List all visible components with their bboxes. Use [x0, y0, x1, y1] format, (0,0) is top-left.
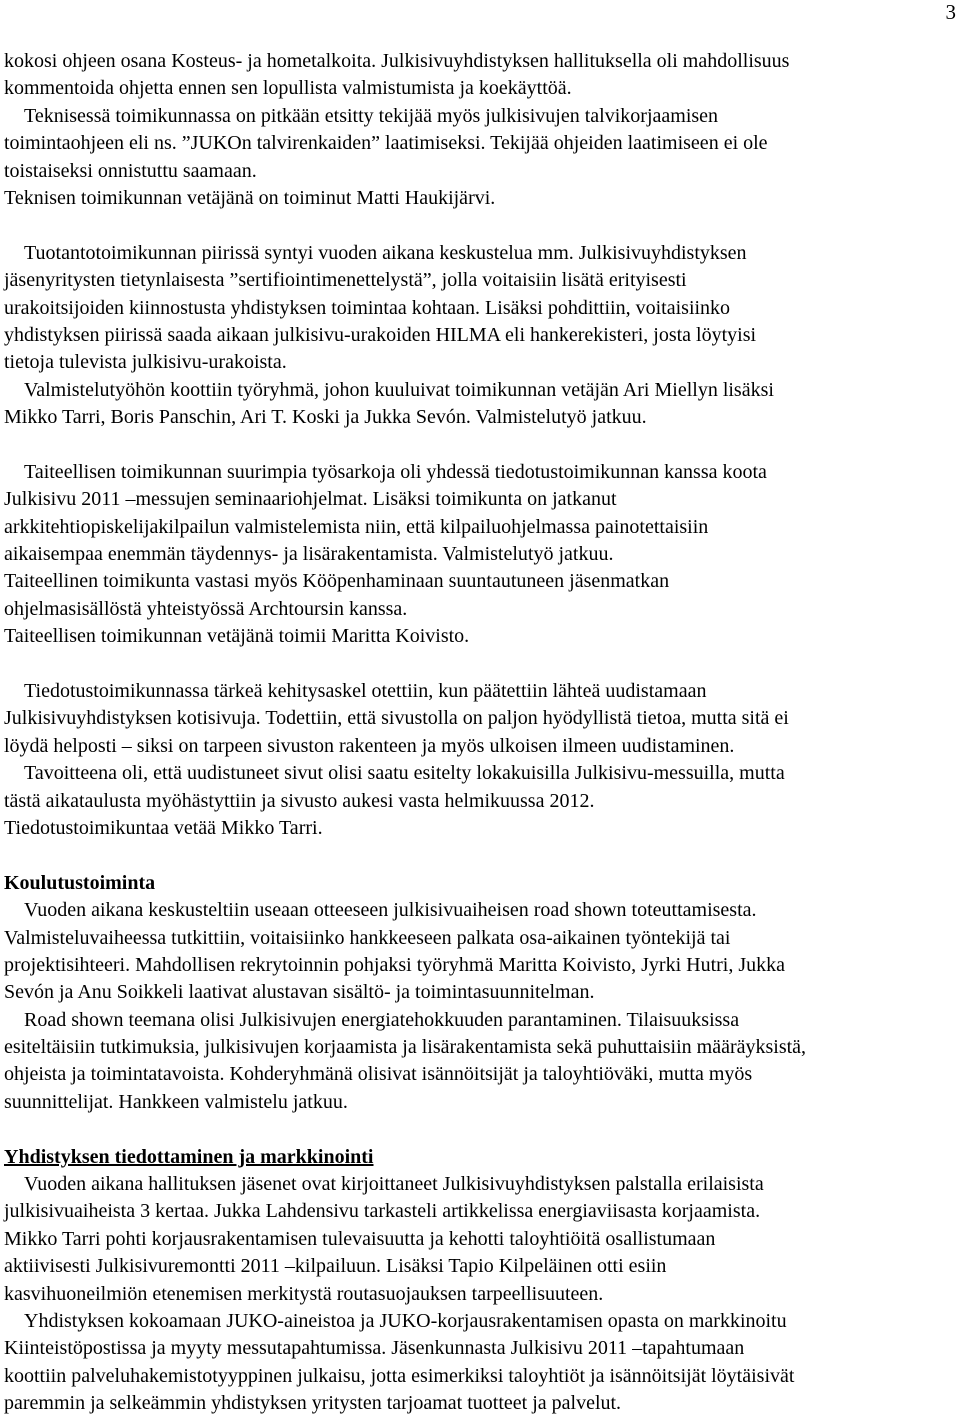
paragraph-gap: [4, 842, 958, 869]
text-line: Taiteellisen toimikunnan suurimpia työsarkoja oli yhdessä tiedotustoimikunnan kanssa koota: [24, 460, 767, 483]
text-line: paremmin ja selkeämmin yhdistyksen yritysten tarjoamat tuotteet ja palvelut.: [4, 1392, 622, 1415]
text-line: kasvihuoneilmiön etenemisen merkitystä routasuojauksen tarpeellisuuteen.: [4, 1282, 604, 1305]
text-line: koottiin palveluhakemistotyyppinen julkaisu, jotta esimerkiksi taloyhtiöt ja isännöitsijät löytäisivät: [4, 1364, 795, 1387]
paragraph-gap: [4, 1116, 958, 1143]
text-line: Mikko Tarri, Boris Panschin, Ari T. Koski ja Jukka Sevón. Valmistelutyö jatkuu.: [4, 406, 647, 429]
text-line: Taiteellisen toimikunnan vetäjänä toimii Maritta Koivisto.: [4, 625, 470, 648]
text-line: toistaiseksi onnistuttu saamaan.: [4, 159, 257, 182]
text-line: Teknisen toimikunnan vetäjänä on toiminut Matti Haukijärvi.: [4, 186, 496, 209]
paragraph-gap: [4, 431, 958, 458]
text-line: Kiinteistöpostissa ja myyty messutapahtumissa. Jäsenkunnasta Julkisivu 2011 –tapahtumaan: [4, 1337, 745, 1360]
text-line: projektisihteeri. Mahdollisen rekrytoinnin pohjaksi työryhmä Maritta Koivisto, Jyrki Hutri, Jukka: [4, 953, 785, 976]
text-line: Taiteellinen toimikunta vastasi myös Kööpenhaminaan suuntautuneen jäsenmatkan: [4, 570, 670, 593]
text-line: Vuoden aikana hallituksen jäsenet ovat kirjoittaneet Julkisivuyhdistyksen palstalla erilaisista: [24, 1173, 764, 1196]
text-line: Mikko Tarri pohti korjausrakentamisen tulevaisuutta ja kehotti taloyhtiöitä osallistumaan: [4, 1227, 716, 1250]
document-body: [4, 48, 958, 1418]
text-line: Yhdistyksen kokoamaan JUKO-aineistoa ja JUKO-korjausrakentamisen opasta on markkinoitu: [24, 1309, 787, 1332]
text-line: aktiivisesti Julkisivuremontti 2011 –kilpailuun. Lisäksi Tapio Kilpeläinen otti esiin: [4, 1255, 667, 1278]
section-heading-tiedottaminen: Yhdistyksen tiedottaminen ja markkinointi: [4, 1145, 374, 1168]
text-line: löydä helposti – siksi on tarpeen sivuston rakenteen ja myös ulkoisen ilmeen uudistaminen.: [4, 734, 735, 757]
text-line: Valmistelutyöhön koottiin työryhmä, johon kuuluivat toimikunnan vetäjän Ari Miellyn lisäksi: [24, 378, 774, 401]
text-line: ohjelmasisällöstä yhteistyössä Archtoursin kanssa.: [4, 597, 408, 620]
text-line: kokosi ohjeen osana Kosteus- ja hometalkoita. Julkisivuyhdistyksen hallituksella oli mahdollisuus: [4, 50, 790, 72]
text-line: Valmisteluvaiheessa tutkittiin, voitaisiinko hankkeeseen palkata osa-aikainen työntekijä tai: [4, 926, 731, 949]
text-line: arkkitehtiopiskelijakilpailun valmistelemista niin, että kilpailuohjelmassa painotettaisiin: [4, 515, 709, 538]
text-line: jäsenyritysten tietynlaisesta ”sertifiointimenettelystä”, jolla voitaisiin lisätä erityisesti: [4, 269, 687, 292]
section-heading-koulutustoiminta: Koulutustoiminta: [4, 871, 156, 894]
text-line: Julkisivuyhdistyksen kotisivuja. Todettiin, että sivustolla on paljon hyödyllistä tietoa, mutta sitä ei: [4, 707, 789, 730]
text-line: kommentoida ohjetta ennen sen lopullista valmistumista ja koekäyttöä.: [4, 77, 572, 100]
text-line: Tiedotustoimikunnassa tärkeä kehitysaskel otettiin, kun päätettiin lähteä uudistamaan: [24, 679, 707, 702]
text-line: Vuoden aikana keskusteltiin useaan otteeseen julkisivuaiheisen road shown toteuttamisesta.: [24, 899, 757, 922]
text-line: Sevón ja Anu Soikkeli laativat alustavan sisältö- ja toimintasuunnitelman.: [4, 981, 595, 1004]
text-line: Tiedotustoimikuntaa vetää Mikko Tarri.: [4, 816, 323, 839]
text-line: Tuotantotoimikunnan piirissä syntyi vuoden aikana keskustelua mm. Julkisivuyhdistyksen: [24, 241, 747, 264]
text-line: julkisivuaiheista 3 kertaa. Jukka Lahdensivu tarkasteli artikkelissa energiaviisasta korjaamista.: [4, 1200, 761, 1223]
text-line: tietoja tulevista julkisivu-urakoista.: [4, 351, 287, 374]
paragraph-gap: [4, 651, 958, 678]
text-line: ohjeista ja toimintatavoista. Kohderyhmänä olisivat isännöitsijät ja taloyhtiöväki, mutta myös: [4, 1063, 753, 1086]
text-line: toimintaohjeen eli ns. ”JUKOn talvirenkaiden” laatimiseksi. Tekijää ohjeiden laatimiseen ei ole: [4, 132, 768, 155]
text-line: Teknisessä toimikunnassa on pitkään etsitty tekijää myös julkisivujen talvikorjaamisen: [24, 104, 719, 127]
text-line: Road shown teemana olisi Julkisivujen energiatehokkuuden parantaminen. Tilaisuuksissa: [24, 1008, 740, 1031]
text-line: yhdistyksen piirissä saada aikaan julkisivu-urakoiden HILMA eli hankerekisteri, josta löytyisi: [4, 323, 757, 346]
text-line: esiteltäisiin tutkimuksia, julkisivujen korjaamista ja lisärakentamista sekä puhuttaisiin määräyksistä,: [4, 1036, 807, 1059]
text-line: tästä aikataulusta myöhästyttiin ja sivusto aukesi vasta helmikuussa 2012.: [4, 789, 595, 812]
page-number: 3: [945, 0, 956, 24]
text-line: Tavoitteena oli, että uudistuneet sivut olisi saatu esitelty lokakuisilla Julkisivu-messuilla, mutta: [24, 762, 785, 785]
text-line: urakoitsijoiden kiinnostusta yhdistyksen toimintaa kohtaan. Lisäksi pohdittiin, voitaisiinko: [4, 296, 731, 319]
text-line: aikaisempaa enemmän täydennys- ja lisärakentamista. Valmistelutyö jatkuu.: [4, 543, 614, 566]
text-line: Julkisivu 2011 –messujen seminaariohjelmat. Lisäksi toimikunta on jatkanut: [4, 488, 617, 511]
paragraph-gap: [4, 212, 958, 239]
text-line: suunnittelijat. Hankkeen valmistelu jatkuu.: [4, 1090, 348, 1113]
